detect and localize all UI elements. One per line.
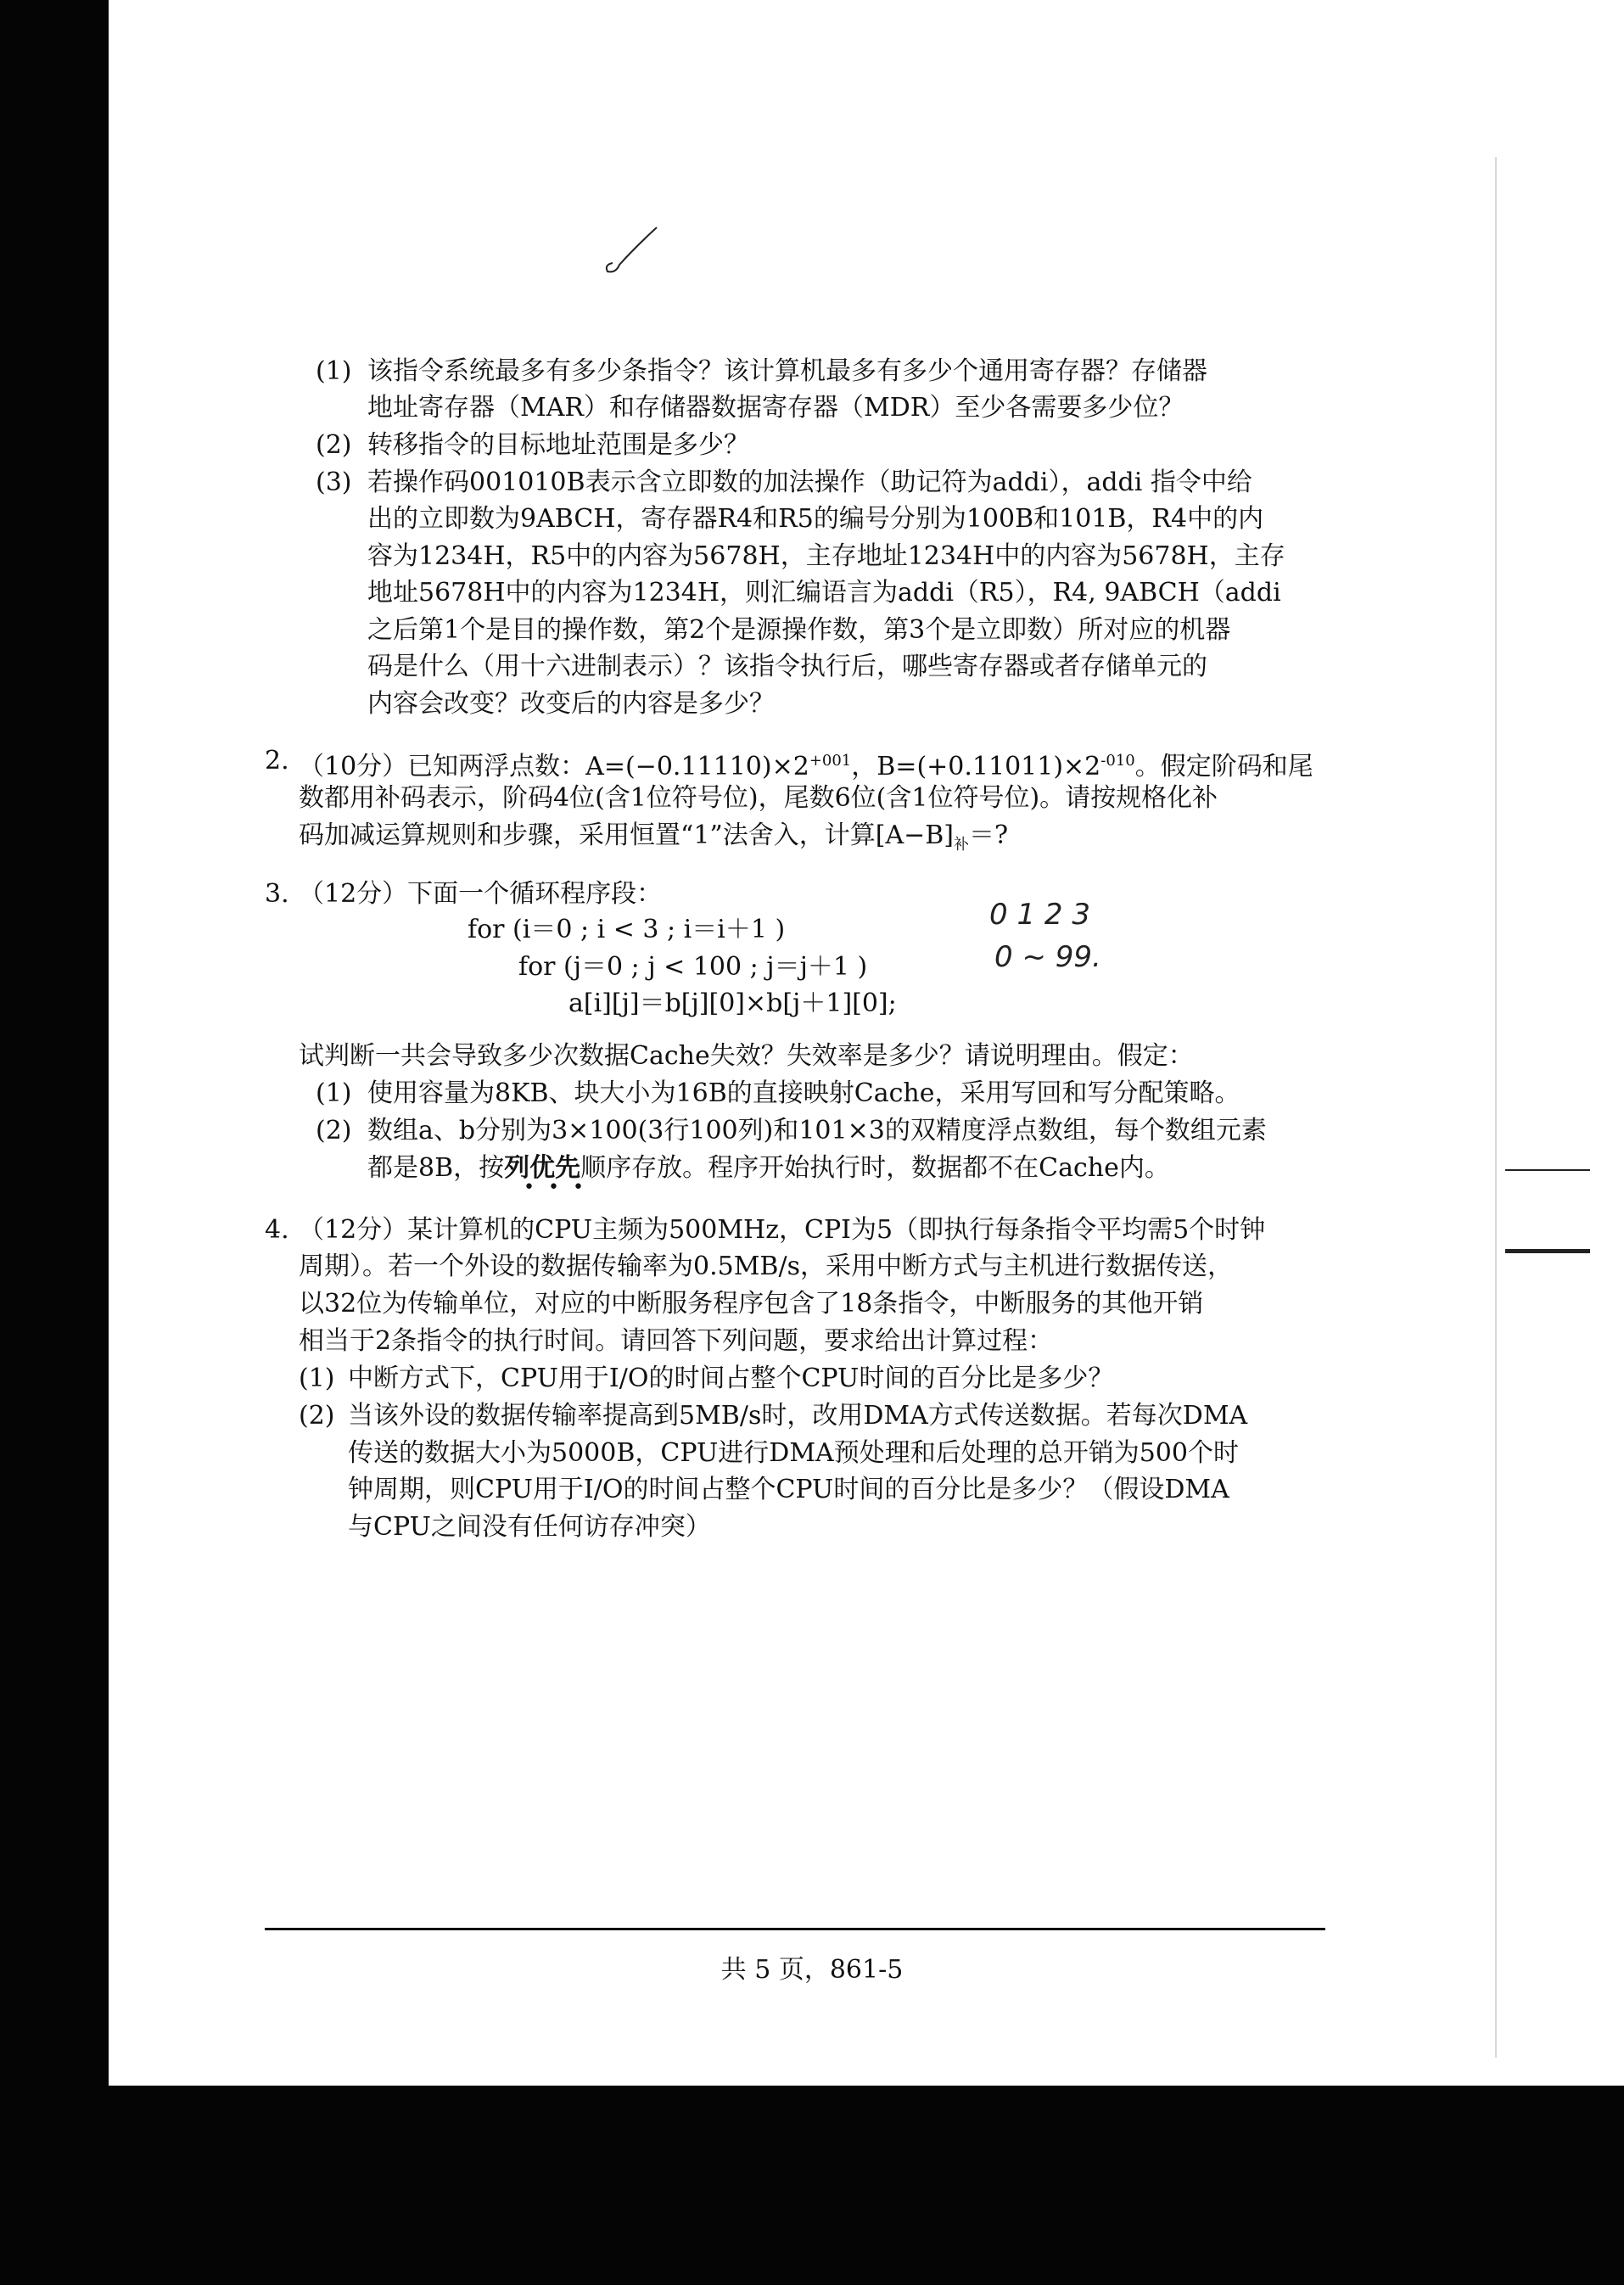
q2-exp-a: +001 xyxy=(809,752,852,770)
q3-code-line: a[i][j]＝b[j][0]×b[j＋1][0]; xyxy=(568,988,897,1018)
q1-sub3-line: 地址5678H中的内容为1234H，则汇编语言为addi（R5），R4, 9ABCH（addi xyxy=(367,578,1281,608)
q1-sub2-label: (2) xyxy=(316,430,352,460)
q1-sub3-line: 内容会改变？改变后的内容是多少？ xyxy=(367,689,775,719)
q4-sub2-line: 当该外设的数据传输率提高到5MB/s时，改用DMA方式传送数据。若每次DMA xyxy=(348,1401,1248,1431)
q3-cond2-line xyxy=(367,1151,1170,1185)
q4-line: 周期）。若一个外设的数据传输率为0.5MB/s，采用中断方式与主机进行数据传送， xyxy=(299,1252,1233,1281)
q3-cond1-label: (1) xyxy=(316,1078,352,1108)
q3-cond1-line: 使用容量为8KB、块大小为16B的直接映射Cache，采用写回和写分配策略。 xyxy=(367,1078,1240,1108)
q1-sub3-label: (3) xyxy=(316,468,352,497)
pen-mark xyxy=(594,222,662,280)
q4-line: 以32位为传输单位，对应的中断服务程序包含了18条指令，中断服务的其他开销 xyxy=(299,1289,1204,1319)
q3-cond2-label: (2) xyxy=(316,1116,352,1145)
q3-question: 试判断一共会导致多少次数据Cache失效？失效率是多少？请说明理由。假定： xyxy=(299,1041,1194,1071)
q1-sub3-line: 码是什么（用十六进制表示）？该指令执行后，哪些寄存器或者存储单元的 xyxy=(367,652,1207,681)
q1-sub3-line: 容为1234H，R5中的内容为5678H，主存地址1234H中的内容为5678H，主存 xyxy=(367,541,1285,571)
q3-code-line: for (j＝0 ; j < 100 ; j＝j＋1 ) xyxy=(518,952,868,982)
q4-sub2-line: 传送的数据大小为5000B，CPU进行DMA预处理和后处理的总开销为500个时 xyxy=(348,1438,1239,1468)
q2-number: 2. xyxy=(265,746,289,776)
q4-sub2-line: 与CPU之间没有任何访存冲突） xyxy=(348,1512,711,1542)
q4-number: 4. xyxy=(265,1215,289,1245)
handwritten-note: 0 1 2 3 xyxy=(989,898,1090,932)
q1-sub1-line: 地址寄存器（MAR）和存储器数据寄存器（MDR）至少各需要多少位？ xyxy=(367,393,1184,423)
q1-sub3-line: 若操作码001010B表示含立即数的加法操作（助记符为addi），addi 指令中给 xyxy=(367,468,1252,497)
q3-text: 顺序存放。程序开始执行时，数据都不在Cache内。 xyxy=(580,1153,1170,1183)
q2-line2: 数都用补码表示，阶码4位(含1位符号位)，尾数6位(含1位符号位)。请按规格化补 xyxy=(299,783,1218,813)
q3-cond2-line: 数组a、b分别为3×100(3行100列)和101×3的双精度浮点数组，每个数组元素 xyxy=(367,1116,1267,1145)
q3-code-line: for (i＝0 ; i < 3 ; i＝i＋1 ) xyxy=(468,915,786,944)
q3-intro: （12分）下面一个循环程序段： xyxy=(299,879,663,909)
q4-sub2-label: (2) xyxy=(299,1401,335,1431)
q4-sub1-label: (1) xyxy=(299,1364,335,1393)
q3-text: 都是8B，按 xyxy=(367,1153,505,1183)
q4-line: （12分）某计算机的CPU主频为500MHz，CPI为5（即执行每条指令平均需5个时钟 xyxy=(299,1215,1266,1245)
q4-sub1-line: 中断方式下，CPU用于I/O的时间占整个CPU时间的百分比是多少？ xyxy=(348,1364,1114,1393)
q2-line1 xyxy=(299,744,1313,784)
handwritten-note: 0 ~ 99. xyxy=(994,940,1101,974)
q2-line3 xyxy=(299,819,1008,862)
q1-sub2-line: 转移指令的目标地址范围是多少？ xyxy=(367,430,749,460)
q1-sub1-label: (1) xyxy=(316,356,352,386)
q2-exp-b: -010 xyxy=(1100,752,1135,770)
footer-rule xyxy=(265,1928,1325,1930)
q1-sub3-line: 出的立即数为9ABCH，寄存器R4和R5的编号分别为100B和101B，R4中的内 xyxy=(367,504,1264,534)
q1-sub1-line: 该指令系统最多有多少条指令？该计算机最多有多少个通用寄存器？存储器 xyxy=(367,356,1207,386)
q1-sub3-line: 之后第1个是目的操作数，第2个是源操作数，第3个是立即数）所对应的机器 xyxy=(367,615,1231,645)
q4-sub2-line: 钟周期，则CPU用于I/O的时间占整个CPU时间的百分比是多少？（假设DMA xyxy=(348,1475,1229,1504)
q4-line: 相当于2条指令的执行时间。请回答下列问题，要求给出计算过程： xyxy=(299,1326,1054,1356)
page-footer: 共 5 页，861-5 xyxy=(720,1955,904,1985)
q2-sub: 补 xyxy=(954,836,970,854)
q2-text: ，B=(+0.11011)×2 xyxy=(851,752,1101,781)
q3-emphasis: 列优先 xyxy=(504,1153,581,1183)
q3-number: 3. xyxy=(265,879,289,909)
emphasis-dots: ••• xyxy=(524,1177,597,1198)
q2-text: 码加减运算规则和步骤，采用恒置“1”法舍入，计算[A−B] xyxy=(299,820,955,850)
q2-text: （10分）已知两浮点数：A=(−0.11110)×2 xyxy=(299,752,809,781)
q2-text: ＝? xyxy=(969,820,1009,850)
q2-text: 。假定阶码和尾 xyxy=(1134,752,1313,781)
